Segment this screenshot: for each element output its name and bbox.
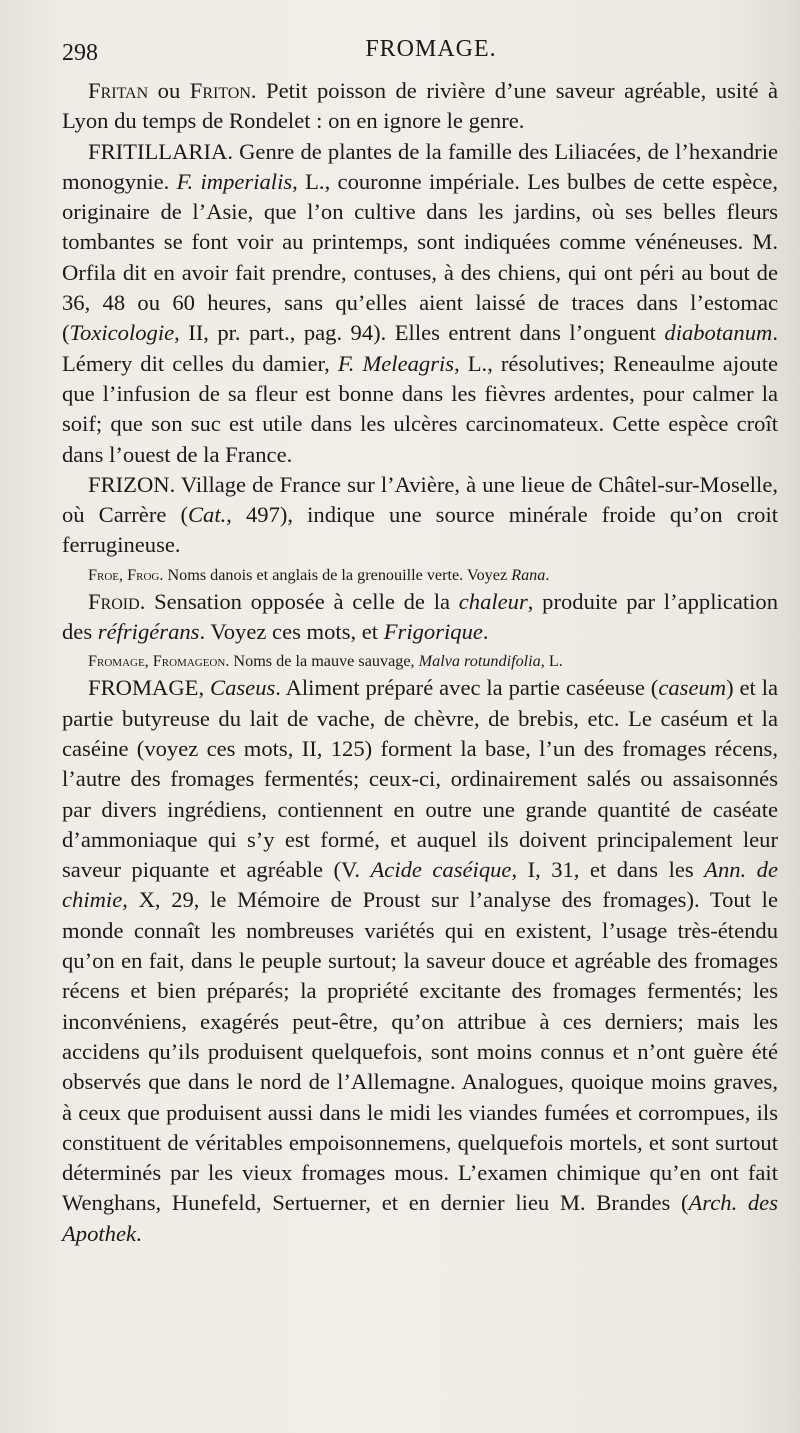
entry-text: ou [148, 78, 190, 103]
entry-text: , L. [540, 652, 563, 671]
entry-text: . Noms danois et anglais de la grenouille verte. Voyez [159, 565, 512, 584]
entry-headword: Fritan [88, 78, 149, 103]
italic-term: Acide caséique [370, 857, 512, 883]
entry-text: , [119, 565, 128, 584]
entry-text: , L., couronne impériale. Les bulbes de cette espèce, originaire de l’Asie, que l’on cultive dans les jardins, où ses belles fleurs tombantes se font voir au printemps, sont indiquées comme vénéneuses. M. Orfila dit en avoir fait prendre, contuses, à des chiens, qui ont péri au bout de 36, 48 ou 60 heures, sans qu’elles aient laissé de traces dans l’estomac ( [62, 168, 778, 346]
entry-text: , 497), indique une source minérale froide qu’on croit ferrugineuse. [62, 502, 778, 558]
italic-term: Arch. des Apothek [62, 1190, 778, 1246]
entry-headword: Fromage [88, 652, 145, 671]
entry-headword: Froid [88, 588, 140, 614]
entry-headword: Froe [88, 565, 120, 584]
page-number: 298 [62, 40, 98, 66]
entry-text: , L., résolutives; Reneaulme ajoute que l’infusion de sa fleur est bonne dans les fièvres ardentes, pour calmer la soif; que son suc est utile dans les ulcères carcinomateux. Cette espèce croît dans l’ouest de la France. [62, 350, 779, 467]
entry-fritan [62, 76, 778, 137]
entry-text: , [144, 652, 153, 671]
entry-text: , II, pr. part., pag. 94). Elles entrent dans l’onguent [174, 320, 665, 346]
italic-term: Cat. [187, 502, 227, 528]
entry-text: . Lémery dit celles du damier, [62, 320, 778, 376]
entry-text: . Aliment préparé avec la partie caséeuse ( [275, 675, 659, 701]
entry-headword: FROMAGE, [88, 675, 205, 701]
small-caps-term: Friton [189, 78, 251, 103]
entry-headword: FRIZON. [88, 471, 176, 497]
entry-text: Genre de plantes de la famille des Liliacées, de l’hexandrie monogynie. [62, 138, 778, 194]
entry-fromage-mauve [62, 649, 778, 673]
entry-text: . [482, 619, 489, 645]
entry-froe [62, 563, 778, 587]
running-head: FROMAGE. [365, 36, 497, 62]
italic-term: F. imperialis [176, 168, 293, 194]
small-caps-term: Fromageon [152, 652, 226, 671]
entry-text: . Noms de la mauve sauvage, [225, 652, 419, 671]
italic-term: Frigorique [383, 619, 483, 645]
italic-term: caseum [658, 675, 727, 701]
italic-term: chaleur [458, 588, 528, 614]
italic-term: Malva rotundifolia [418, 652, 541, 671]
entry-text: , produite par l’application des [62, 588, 778, 645]
entry-text: . Voyez ces mots, et [199, 619, 384, 645]
entry-text: , I, 31, et dans les [511, 857, 705, 883]
page-header [62, 36, 770, 76]
entry-headword: FRITILLARIA. [88, 138, 233, 164]
italic-term: Ann. de chimie [62, 857, 778, 913]
entry-frizon [62, 470, 778, 561]
italic-term: réfrigérans [97, 619, 200, 645]
entry-fritillaria [62, 137, 778, 470]
italic-term: Rana [511, 565, 546, 584]
entry-froid [62, 587, 778, 648]
entry-text: ) et la partie butyreuse du lait de vache, de chèvre, de brebis, etc. Le caséum et la caséine (voyez ces mots, II, 125) forment la base, l’un des fromages récens, l’autre des fromages fermentés; ceux-ci, ordinairement salés ou assaisonnés par divers ingrédiens, contiennent en outre une grande quantité de caséate d’ammoniaque qui s’y est formé, et auquel ils doivent principalement leur saveur piquante et agréable (V. [62, 675, 778, 883]
small-caps-term: Frog [127, 565, 160, 584]
italic-term: Toxicologie [69, 320, 175, 346]
dictionary-text [62, 76, 778, 1249]
entry-text: , X, 29, le Mémoire de Proust sur l’analyse des fromages). Tout le monde connaît les nombreuses variétés qui en existent, l’usage très-étendu qu’on en fait, dans le peuple surtout; la saveur douce et agréable des fromages récens et bien préparés; la propriété excitante des fromages fermentés; les inconvéniens, exagérés peut-être, qu’on attribue à ces derniers; mais les accidens qu’ils produisent quelquefois, sont moins connus et n’ont guère été observés que dans le nord de l’Allemagne. Analogues, quoique moins graves, à ceux que produisent aussi dans le midi les viandes fumées et corrompues, ils constituent de véritables empoisonnemens, quelquefois mortels, et sont surtout déterminés par les vieux fromages mous. L’examen chimique qu’en ont fait Wenghans, Hunefeld, Sertuerner, et en dernier lieu M. Brandes ( [62, 887, 778, 1216]
entry-text: . [136, 1220, 142, 1246]
entry-text: . Petit poisson de rivière d’une saveur agréable, usité à Lyon du temps de Rondelet : on en ignore le genre. [62, 78, 778, 134]
entry-fromage [62, 673, 778, 1249]
entry-text: Village de France sur l’Avière, à une lieue de Châtel-sur-Moselle, où Carrère ( [62, 471, 778, 528]
italic-term: Caseus [210, 675, 276, 701]
entry-text: . [545, 565, 550, 584]
italic-term: F. Meleagris [337, 350, 455, 376]
italic-term: diabotanum [664, 320, 773, 346]
entry-text: . Sensation opposée à celle de la [139, 588, 459, 614]
